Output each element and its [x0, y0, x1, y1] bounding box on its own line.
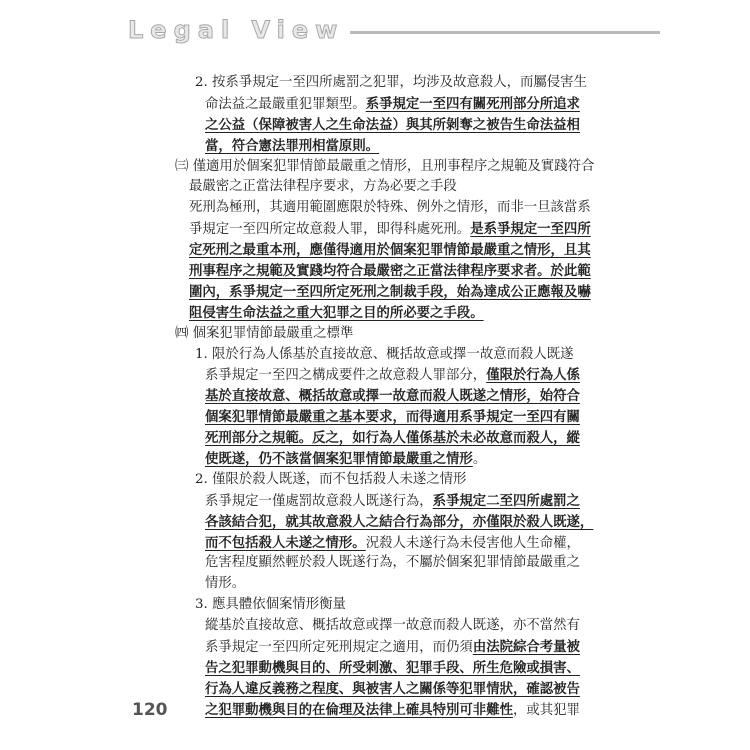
body-text: 最嚴密之正當法律程序要求，方為必要之手段 [189, 179, 457, 195]
emphasis-text: 系爭規定二至四所處罰之 [432, 492, 580, 509]
text-line [175, 512, 595, 533]
text-line [175, 407, 595, 428]
text-line [175, 449, 595, 470]
text-line [175, 136, 595, 157]
page-body [175, 73, 595, 721]
text-line [175, 637, 595, 658]
emphasis-text: 是系爭規定一至四所 [470, 221, 591, 238]
text-line [175, 553, 595, 574]
emphasis-text: 行為人違反義務之程度、與被害人之關係等犯罪情狀，確認被告 [205, 680, 580, 697]
emphasis-text: 告之犯罪動機與目的、所受刺激、犯罪手段、所生危險或損害、 [205, 659, 580, 676]
text-line [175, 365, 595, 386]
text-line [175, 533, 595, 554]
emphasis-text: 死刑部分之規範。反之，如行為人僅係基於未必故意而殺人，縱 [205, 430, 580, 447]
body-text: 。 [472, 452, 487, 468]
emphasis-text: 系爭規定一至四有關死刑部分所追求 [365, 95, 580, 112]
text-line [175, 324, 595, 345]
body-text: 況殺人未遂行為未侵害他人生命權， [365, 535, 580, 551]
text-line [175, 658, 595, 679]
text-line [175, 73, 595, 94]
text-line [175, 428, 595, 449]
body-text: 3. 應具體依個案情形衡量 [195, 597, 346, 613]
emphasis-text: 使既遂，仍不該當個案犯罪情節最嚴重之情形 [205, 451, 473, 468]
text-line [175, 574, 595, 595]
body-text: ㈢ 僅適用於個案犯罪情節最嚴重之情形，且刑事程序之規範及實踐符合 [175, 158, 595, 174]
text-line [175, 700, 595, 721]
text-line [175, 470, 595, 491]
text-line [175, 616, 595, 637]
body-text: 系爭規定一至四之構成要件之故意殺人罪部分， [205, 368, 487, 384]
text-line [175, 115, 595, 136]
header-brand: Legal View [128, 16, 345, 44]
body-text: 危害程度顯然輕於殺人既遂行為，不屬於個案犯罪情節最嚴重之 [205, 555, 580, 571]
emphasis-text: 刑事程序之規範及實踐均符合最嚴密之正當法律程序要求者。於此範 [189, 263, 591, 280]
emphasis-text: 圍內，系爭規定一至四所定死刑之制裁手段，始為達成公正應報及嚇 [189, 283, 591, 300]
body-text: ㈣ 個案犯罪情節最嚴重之標準 [175, 325, 354, 341]
text-line [175, 240, 595, 261]
text-line [175, 345, 595, 366]
text-line [175, 303, 595, 324]
emphasis-text: 而不包括殺人未遂之情形。 [205, 534, 366, 551]
emphasis-text: 之犯罪動機與目的在倫理及法律上確具特別可非難性 [205, 701, 513, 718]
body-text: 死刑為極刑，其適用範圍應限於特殊、例外之情形，而非一旦該當系 [189, 200, 591, 216]
text-line [175, 491, 595, 512]
text-line [175, 679, 595, 700]
emphasis-text: 阻侵害生命法益之重大犯罪之目的所必要之手段。 [189, 304, 484, 321]
body-text: 2. 按系爭規定一至四所處罰之犯罪，均涉及故意殺人，而屬侵害生 [195, 75, 587, 90]
body-text: 系爭規定一至四所定死刑規定之適用，而仍須 [205, 640, 473, 656]
emphasis-text: 當，符合憲法罪刑相當原則。 [205, 137, 380, 154]
text-line [175, 177, 595, 198]
emphasis-text: 僅限於行為人係 [486, 367, 580, 384]
emphasis-text: 由法院綜合考量被 [472, 639, 580, 656]
body-text: 系爭規定一僅處罰故意殺人既遂行為， [205, 493, 433, 509]
text-line [175, 198, 595, 219]
body-text: 1. 限於行為人係基於直接故意、概括故意或擇一故意而殺人既遂 [195, 346, 574, 362]
body-text: ，或其犯罪 [512, 702, 580, 718]
text-line [175, 595, 595, 616]
emphasis-text: 定死刑之最重本刑，應僅得適用於個案犯罪情節最嚴重之情形，且其 [189, 242, 591, 259]
text-line [175, 261, 595, 282]
body-text: 縱基於直接故意、概括故意或擇一故意而殺人既遂，亦不當然有 [205, 618, 580, 634]
body-text: 2. 僅限於殺人既遂，而不包括殺人未遂之情形 [195, 471, 467, 487]
text-line [175, 157, 595, 178]
body-text: 情形。 [205, 576, 246, 592]
running-header [128, 14, 658, 50]
text-line [175, 282, 595, 303]
body-text: 爭規定一至四所定故意殺人罪，即得科處死刑。 [189, 222, 471, 238]
emphasis-text: 個案犯罪情節最嚴重之基本要求，而得適用系爭規定一至四有關 [205, 409, 580, 426]
emphasis-text: 基於直接故意、概括故意或擇一故意而殺人既遂之情形，始符合 [205, 388, 580, 405]
text-line [175, 386, 595, 407]
page-number: 120 [132, 700, 168, 720]
text-line [175, 94, 595, 115]
emphasis-text: 各該結合犯，就其故意殺人之結合行為部分，亦僅限於殺人既遂， [205, 513, 594, 530]
emphasis-text: 之公益（保障被害人之生命法益）與其所剝奪之被告生命法益相 [205, 116, 580, 133]
body-text: 命法益之最嚴重犯罪類型。 [205, 96, 366, 112]
text-line [175, 219, 595, 240]
header-rule [350, 31, 660, 34]
